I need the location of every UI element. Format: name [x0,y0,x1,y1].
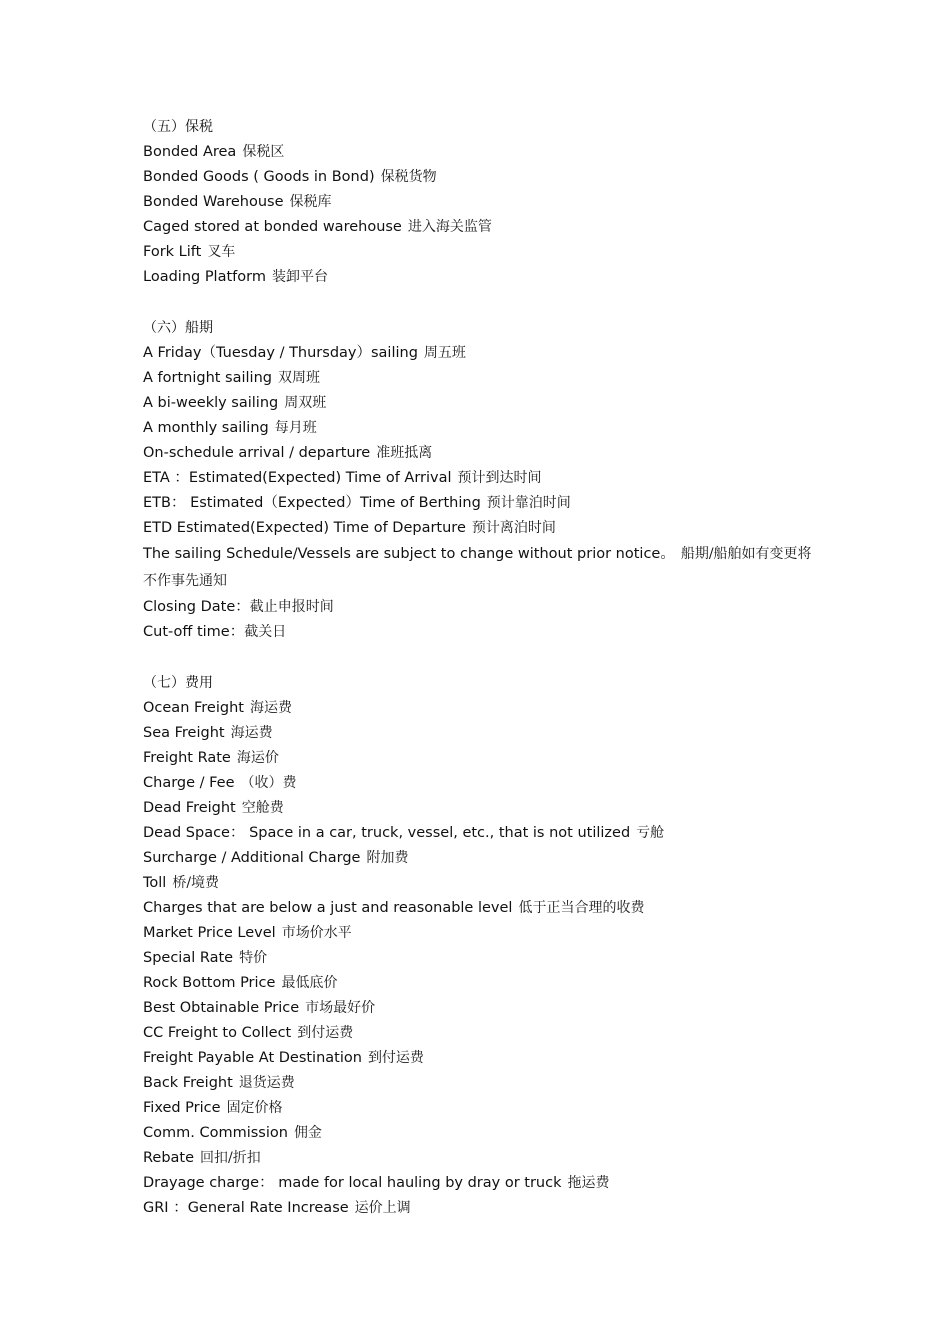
term-entry [143,821,823,846]
term-english: Caged stored at bonded warehouse [143,219,402,235]
term-entry [143,771,823,796]
term-chinese: 周五班 [423,345,466,361]
term-english: Dead Space： Space in a car, truck, vessel, etc., that is not utilized [143,825,631,841]
term-entry [143,871,823,896]
term-english: Charges that are below a just and reasonable level [143,900,513,916]
term-entry [143,796,823,821]
term-chinese: 附加费 [366,850,409,866]
term-english: On-schedule arrival / departure [143,445,371,461]
term-entry [143,1146,823,1171]
document-page [143,115,823,1247]
term-chinese: 特价 [239,950,268,966]
term-chinese: 固定价格 [226,1100,283,1116]
term-entry [143,416,823,441]
term-chinese: 退货运费 [238,1075,295,1091]
term-entry [143,240,823,265]
term-entry [143,746,823,771]
term-chinese: 双周班 [277,370,320,386]
term-english: Best Obtainable Price [143,1000,300,1016]
term-chinese: 海运费 [230,725,273,741]
term-chinese: 低于正当合理的收费 [518,900,645,916]
section-heading: （七）费用 [143,675,213,691]
term-entry [143,441,823,466]
term-chinese: 船期/船舶如有变更将不作事先通知 [143,546,812,589]
term-entry [143,1121,823,1146]
term-chinese: 保税区 [242,144,285,160]
term-english: Surcharge / Additional Charge [143,850,361,866]
section-charges [143,671,823,1221]
term-english: Fixed Price [143,1100,221,1116]
term-chinese: 佣金 [293,1125,322,1141]
term-english: A bi-weekly sailing [143,395,279,411]
term-chinese: 桥/境费 [172,875,220,891]
term-entry [143,391,823,416]
term-chinese: 准班抵离 [376,445,433,461]
term-chinese: 市场最好价 [305,1000,376,1016]
term-entry [143,215,823,240]
term-entry [143,165,823,190]
term-chinese: 进入海关监管 [407,219,492,235]
term-english: GRI ：General Rate Increase [143,1200,349,1216]
term-entry [143,996,823,1021]
term-english: Charge / Fee [143,775,235,791]
term-english: Loading Platform [143,269,266,285]
term-english: Sea Freight [143,725,225,741]
term-entry [143,1171,823,1196]
term-entry [143,1196,823,1221]
term-chinese: 运价上调 [354,1200,411,1216]
term-english: Bonded Goods ( Goods in Bond) [143,169,375,185]
term-entry [143,620,823,645]
term-chinese: 叉车 [207,244,236,260]
term-entry [143,541,823,595]
term-chinese: 到付运费 [367,1050,424,1066]
term-english: Fork Lift [143,244,202,260]
term-english: Toll [143,875,167,891]
term-entry [143,896,823,921]
term-english: A fortnight sailing [143,370,272,386]
term-chinese: 拖运费 [567,1175,610,1191]
term-entry [143,466,823,491]
section-sailing-schedule [143,316,823,645]
term-english: Bonded Warehouse [143,194,284,210]
term-entry [143,491,823,516]
term-english: Special Rate [143,950,234,966]
term-english: Closing Date： [143,599,250,615]
term-entry [143,190,823,215]
term-entry [143,1071,823,1096]
term-chinese: 海运费 [249,700,292,716]
term-english: CC Freight to Collect [143,1025,292,1041]
term-chinese: 回扣/折扣 [200,1150,261,1166]
term-chinese: 截止申报时间 [249,599,334,615]
term-entry [143,946,823,971]
term-chinese: 保税库 [289,194,332,210]
section-heading: （六）船期 [143,320,213,336]
term-entry [143,1021,823,1046]
term-english: Bonded Area [143,144,237,160]
term-chinese: 装卸平台 [271,269,328,285]
term-entry [143,721,823,746]
term-chinese: 到付运费 [297,1025,354,1041]
term-english: Comm. Commission [143,1125,288,1141]
term-chinese: 亏舱 [636,825,665,841]
term-entry [143,595,823,620]
term-english: Back Freight [143,1075,233,1091]
term-english: ETA ：Estimated(Expected) Time of Arrival [143,470,452,486]
term-english: A monthly sailing [143,420,269,436]
term-chinese: 最低底价 [281,975,338,991]
term-entry [143,971,823,996]
term-english: Cut-off time： [143,624,245,640]
section-bonded [143,115,823,290]
term-english: Rock Bottom Price [143,975,276,991]
term-entry [143,1046,823,1071]
term-english: A Friday（Tuesday / Thursday）sailing [143,345,418,361]
term-chinese: 保税货物 [380,169,437,185]
term-chinese: 市场价水平 [281,925,352,941]
term-english: Drayage charge： made for local hauling by dray or truck [143,1175,562,1191]
term-entry [143,140,823,165]
term-chinese: 预计靠泊时间 [486,495,571,511]
section-heading: （五）保税 [143,119,213,135]
term-english: Dead Freight [143,800,236,816]
term-entry [143,1096,823,1121]
term-entry [143,516,823,541]
term-chinese: 海运价 [236,750,279,766]
term-english: ETB： Estimated（Expected）Time of Berthing [143,495,481,511]
term-chinese: 预计离泊时间 [471,520,556,536]
term-english: Rebate [143,1150,195,1166]
term-english: Ocean Freight [143,700,244,716]
term-chinese: 每月班 [274,420,317,436]
term-entry [143,846,823,871]
term-chinese: 预计到达时间 [457,470,542,486]
term-entry [143,696,823,721]
term-english: Freight Rate [143,750,231,766]
term-chinese: 周双班 [284,395,327,411]
term-chinese: 空舱费 [241,800,284,816]
term-entry [143,921,823,946]
term-entry [143,341,823,366]
term-entry [143,265,823,290]
term-english: Freight Payable At Destination [143,1050,362,1066]
term-chinese: 截关日 [244,624,287,640]
term-chinese: （收）费 [240,775,297,791]
term-english: ETD Estimated(Expected) Time of Departure [143,520,466,536]
term-english: Market Price Level [143,925,276,941]
term-english: The sailing Schedule/Vessels are subject to change without prior notice。 [143,546,675,562]
term-entry [143,366,823,391]
